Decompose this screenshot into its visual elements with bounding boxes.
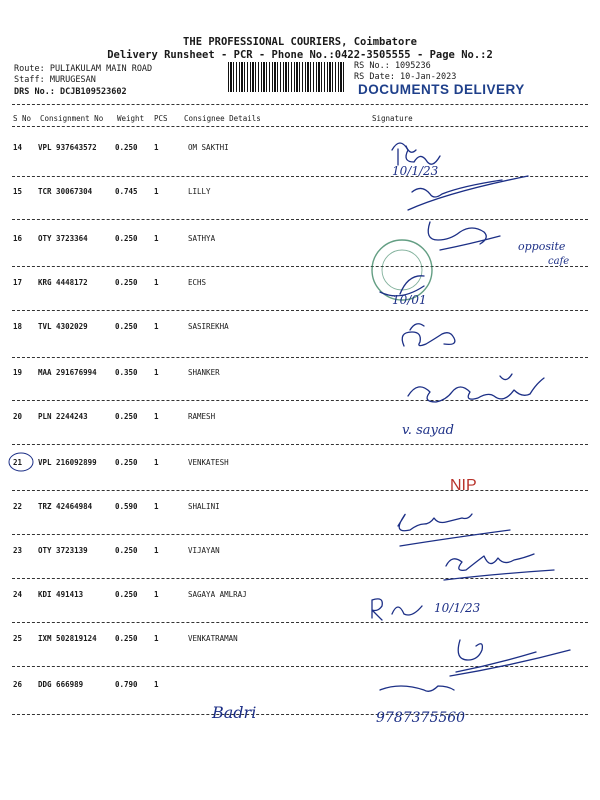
row-weight: 0.250 [115, 234, 138, 243]
signature-18 [402, 324, 455, 346]
staff-label: Staff: MURUGESAN [14, 75, 96, 85]
date-14: 10/1/23 [392, 164, 439, 178]
cafe-note: cafe [548, 256, 570, 267]
row-pcs: 1 [154, 590, 159, 599]
row-pcs: 1 [154, 458, 159, 467]
row-pcs: 1 [154, 634, 159, 643]
date-17: 10/01 [392, 293, 427, 307]
badri-note: Badri [212, 703, 257, 722]
row-sno: 20 [13, 412, 23, 421]
row-sno: 25 [13, 634, 23, 643]
signature-19 [408, 374, 544, 402]
signature-16 [428, 222, 569, 267]
signature-26 [211, 686, 465, 726]
row-consignee: SATHYA [188, 234, 216, 243]
row-weight: 0.250 [115, 278, 138, 287]
row-consignment: TCR 30067304 [38, 187, 93, 196]
col-pcs: PCS [154, 114, 168, 123]
row-weight: 0.590 [115, 502, 138, 511]
row-consignment: KRG 4448172 [38, 278, 88, 287]
row-consignment: OTY 3723364 [38, 234, 88, 243]
route-label: Route: PULIAKULAM MAIN ROAD [14, 64, 153, 74]
row-weight: 0.250 [115, 322, 138, 331]
nip-mark: NIP [450, 477, 477, 494]
row-pcs: 1 [154, 412, 159, 421]
date-24: 10/1/23 [434, 601, 481, 615]
row-weight: 0.250 [115, 546, 138, 555]
col-weight: Weight [117, 114, 145, 123]
signature-14 [392, 143, 440, 178]
seal-17 [372, 240, 432, 307]
row-consignee: ECHS [188, 278, 207, 287]
rs-date: RS Date: 10-Jan-2023 [354, 72, 457, 82]
col-consignment: Consignment No [40, 114, 104, 123]
row-pcs: 1 [154, 143, 159, 152]
signature-24 [372, 599, 481, 620]
row-weight: 0.790 [115, 680, 138, 689]
opposite-note: opposite [518, 240, 566, 253]
row-sno: 21 [13, 458, 23, 467]
company-title: THE PROFESSIONAL COURIERS, Coimbatore [183, 36, 417, 48]
row-consignment: MAA 291676994 [38, 368, 97, 377]
row-weight: 0.745 [115, 187, 138, 196]
drs-number: DRS No.: DCJB109523602 [14, 87, 127, 97]
row-consignment: TVL 4302029 [38, 322, 88, 331]
row-weight: 0.250 [115, 634, 138, 643]
row-consignment: KDI 491413 [38, 590, 84, 599]
row-sno: 14 [13, 143, 23, 152]
phone-note: 9787375560 [376, 710, 466, 726]
row-consignment: VPL 937643572 [38, 143, 97, 152]
col-consignee: Consignee Details [184, 114, 261, 123]
row-consignment: VPL 216092899 [38, 458, 97, 467]
signature-20: v. sayad [402, 423, 454, 438]
row-sno: 16 [13, 234, 23, 243]
row-weight: 0.250 [115, 458, 138, 467]
row-consignment: TRZ 42464984 [38, 502, 93, 511]
row-weight: 0.350 [115, 368, 138, 377]
row-pcs: 1 [154, 322, 159, 331]
row-pcs: 1 [154, 502, 159, 511]
row-consignee: SHALINI [188, 502, 220, 511]
row-pcs: 1 [154, 234, 159, 243]
row-consignee: OM SAKTHI [188, 143, 229, 152]
signature-25 [450, 640, 570, 676]
signature-15 [408, 176, 528, 210]
row-sno: 17 [13, 278, 23, 287]
documents-delivery-stamp: DOCUMENTS DELIVERY [358, 82, 525, 97]
row-sno: 19 [13, 368, 23, 377]
row-weight: 0.250 [115, 590, 138, 599]
row-pcs: 1 [154, 546, 159, 555]
rs-number: RS No.: 1095236 [354, 61, 431, 71]
row-sno: 22 [13, 502, 23, 511]
col-sno: S No [13, 114, 32, 123]
row-consignee: VIJAYAN [188, 546, 220, 555]
row-sno: 18 [13, 322, 23, 331]
row-consignee: VENKATESH [188, 458, 229, 467]
row-consignment: PLN 2244243 [38, 412, 88, 421]
row-pcs: 1 [154, 187, 159, 196]
row-consignee: SAGAYA AMLRAJ [188, 590, 247, 599]
row-consignment: OTY 3723139 [38, 546, 88, 555]
row-consignee: SASIREKHA [188, 322, 229, 331]
signature-23 [444, 554, 554, 580]
row-sno: 24 [13, 590, 23, 599]
row-weight: 0.250 [115, 412, 138, 421]
row-pcs: 1 [154, 368, 159, 377]
signature-22 [398, 514, 510, 546]
row-sno: 15 [13, 187, 23, 196]
row-21-circle [9, 453, 33, 471]
row-sno: 26 [13, 680, 23, 689]
row-consignment: DDG 666989 [38, 680, 84, 689]
row-consignee: VENKATRAMAN [188, 634, 238, 643]
runsheet-subtitle: Delivery Runsheet - PCR - Phone No.:0422-3505555 - Page No.:2 [107, 49, 493, 61]
row-weight: 0.250 [115, 143, 138, 152]
row-consignee: RAMESH [188, 412, 216, 421]
row-consignee: SHANKER [188, 368, 220, 377]
row-pcs: 1 [154, 278, 159, 287]
row-consignee: LILLY [188, 187, 211, 196]
row-pcs: 1 [154, 680, 159, 689]
row-sno: 23 [13, 546, 23, 555]
col-signature: Signature [372, 114, 413, 123]
row-consignment: IXM 502819124 [38, 634, 97, 643]
